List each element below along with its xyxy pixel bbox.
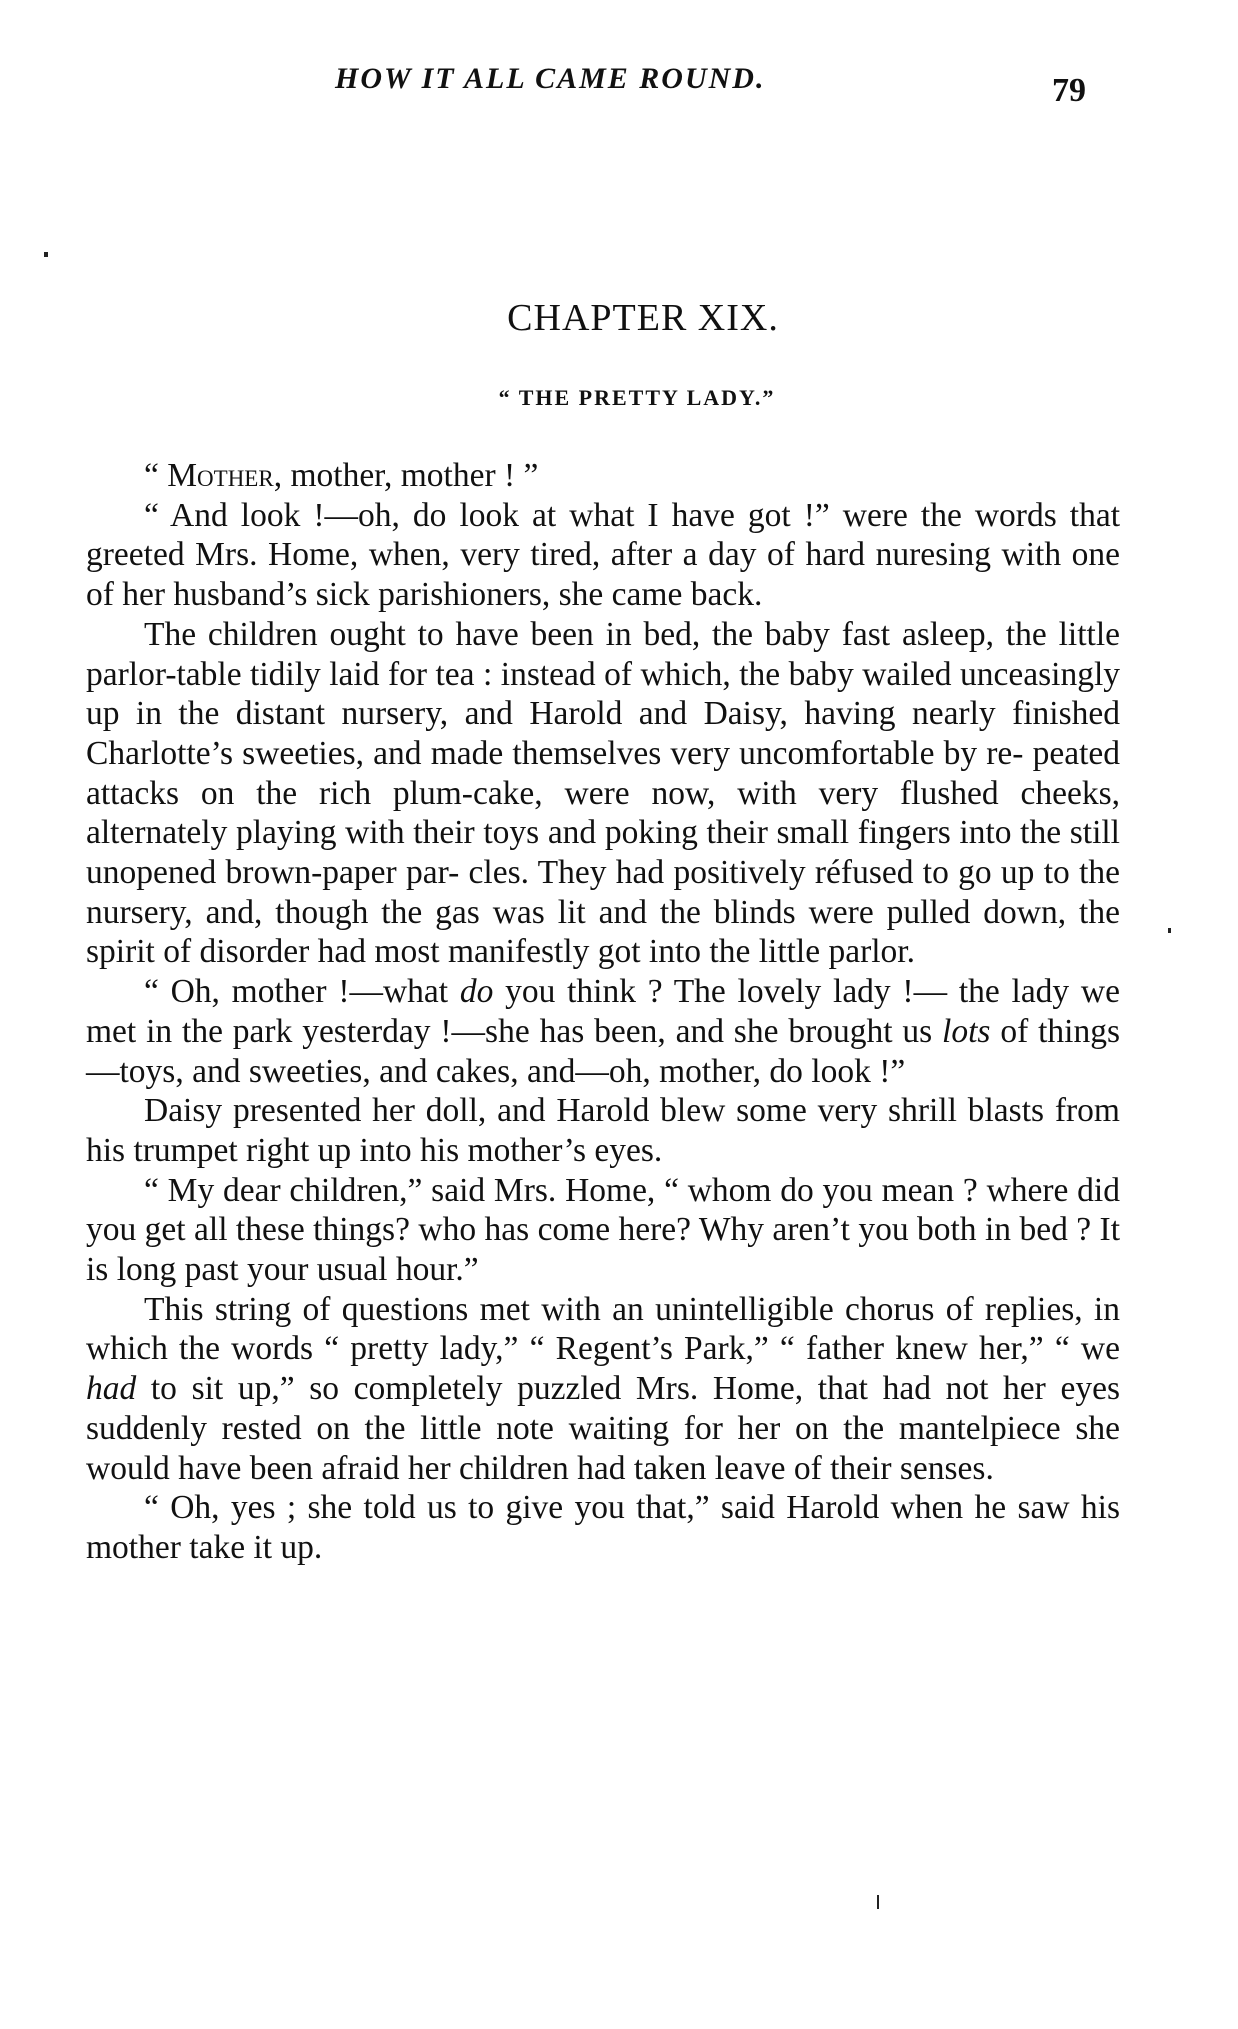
body-text — [86, 456, 1120, 1568]
stray-mark — [877, 1895, 879, 1909]
paragraph: “ Mother, mother, mother ! ” — [144, 457, 539, 494]
paragraph: “ Oh, mother !—what do you think ? The lovely lady !— the lady we met in the park yesterday !—she has been, and she brought us lots of things—toys, and sweeties, and cakes, and—oh, mother, do look !” — [86, 973, 1120, 1090]
paragraph: “ Oh, yes ; she told us to give you that,” said Harold when he saw his mother take it up. — [86, 1489, 1120, 1566]
stray-mark — [44, 252, 48, 257]
paragraph: Daisy presented her doll, and Harold blew some very shrill blasts from his trumpet right up into his mother’s eyes. — [86, 1092, 1120, 1169]
chapter-subtitle: “ THE PRETTY LADY.” — [498, 385, 776, 410]
running-title: HOW IT ALL CAME ROUND. — [335, 62, 766, 95]
paragraph: This string of questions met with an unintelligible chorus of replies, in which the words “ pretty lady,” “ Regent’s Park,” “ father knew her,” “ we had to sit up,” so completely puzzled Mrs. Home, that had not her eyes suddenly rested on the little note waiting for her on the mantelpiece she would have been afraid her children had taken leave of their senses. — [86, 1290, 1120, 1487]
page-number: 79 — [1052, 72, 1086, 109]
small-caps-word: Mother, — [167, 457, 283, 494]
emphasis: lots — [942, 1012, 991, 1050]
emphasis: do — [459, 973, 494, 1011]
stray-mark — [1168, 928, 1171, 933]
paragraph: “ My dear children,” said Mrs. Home, “ whom do you mean ? where did you get all these things? who has come here? Why aren’t you both in bed ? It is long past your usual hour.” — [86, 1171, 1120, 1289]
paragraph: The children ought to have been in bed, the baby fast asleep, the little parlor-table tidily laid for tea : instead of which, the baby wailed unceasingly up in the distant nursery, and Harold and Daisy, having nearly finished Charlotte’s sweeties, and made themselves very uncomfortable by re- peated attacks on the rich plum-cake, were now, with very flushed cheeks, alternately playing with their toys and poking their small fingers into the still unopened brown-paper par- cles. They had positively réfused to go up to the nursery, and, though the gas was lit and the blinds were pulled down, the spirit of disorder had most manifestly got into the little parlor. — [86, 615, 1120, 971]
emphasis: had — [86, 1370, 137, 1408]
chapter-title: CHAPTER XIX. — [507, 297, 779, 339]
paragraph: “ And look !—oh, do look at what I have got !” were the words that greeted Mrs. Home, when, very tired, after a day of hard nuresing with one of her husband’s sick parishioners, she came back. — [86, 496, 1120, 614]
